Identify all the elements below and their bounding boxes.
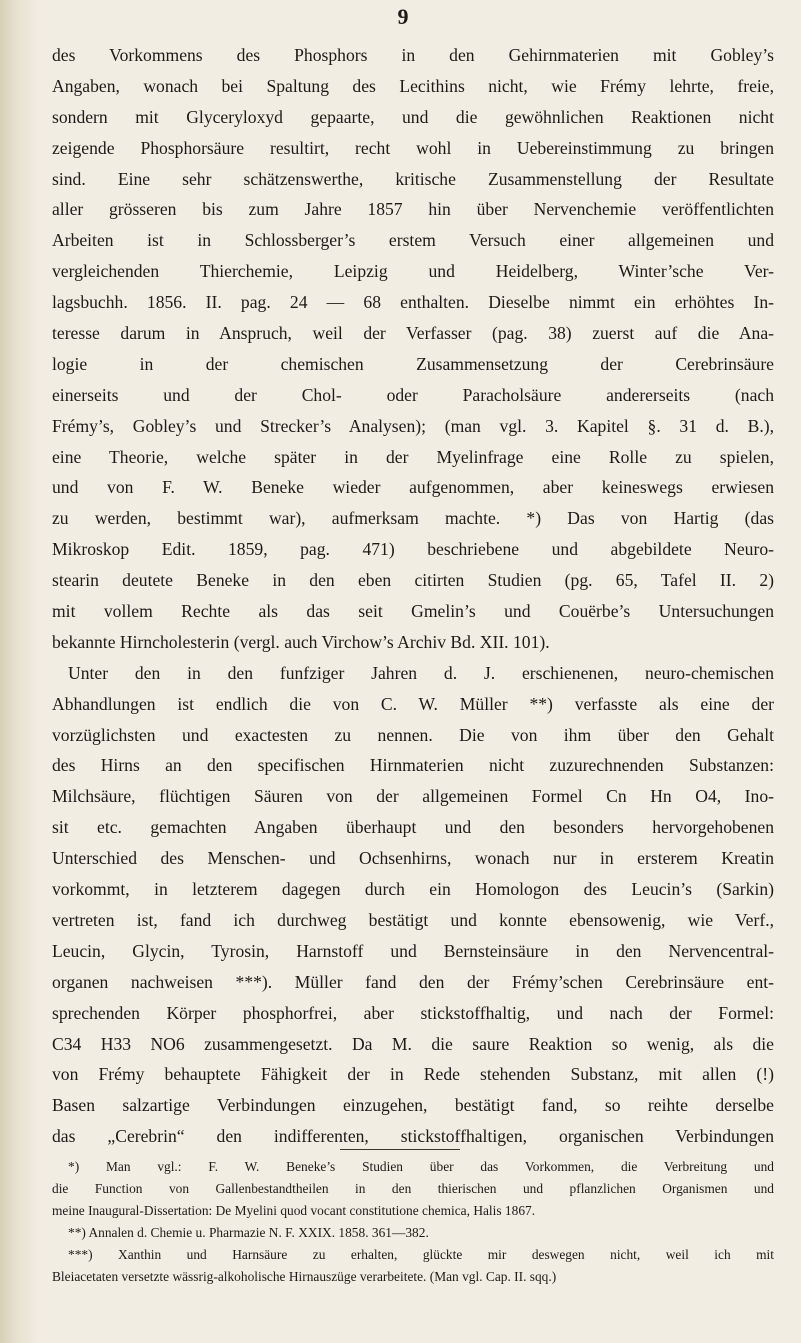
footnote-line: meine Inaugural-Dissertation: De Myelini quod vocant constitutione chemica, Halis 1867.: [52, 1203, 536, 1218]
text-line: organen nachweisen ***). Müller fand den der Frémy’schen Cerebrinsäure ent-: [52, 971, 774, 992]
text-line: stearin deutete Beneke in den eben citirten Studien (pg. 65, Tafel II. 2): [52, 570, 774, 591]
text-line: teresse darum in Anspruch, weil der Verfasser (pag. 38) zuerst auf die Ana-: [52, 323, 774, 344]
text-line: sprechenden Körper phosphorfrei, aber stickstoffhaltig, und nach der Formel:: [52, 1002, 774, 1023]
text-line: Arbeiten ist in Schlossberger’s erstem Versuch einer allgemeinen und: [52, 230, 774, 251]
footnote-line: die Function von Gallenbestandtheilen in den thierischen und pflanzlichen Organismen und: [52, 1181, 774, 1196]
text-line: von Frémy behauptete Fähigkeit der in Rede stehenden Substanz, mit allen (!): [52, 1064, 774, 1085]
text-line: Milchsäure, flüchtigen Säuren von der allgemeinen Formel Cn Hn O4, Ino-: [52, 786, 774, 807]
text-line: zu werden, bestimmt war), aufmerksam machte. *) Das von Hartig (das: [52, 508, 774, 529]
footnote-line: Bleiacetaten versetzte wässrig-alkoholische Hirnauszüge verarbeitete. (Man vgl. Cap. II. sqq.): [52, 1269, 557, 1284]
footnote-line: **) Annalen d. Chemie u. Pharmazie N. F. XXIX. 1858. 361—382.: [68, 1225, 429, 1240]
body-text: [52, 40, 774, 1152]
text-line: Angaben, wonach bei Spaltung des Lecithins nicht, wie Frémy lehrte, freie,: [52, 75, 774, 96]
text-line: zeigende Phosphorsäure resultirt, recht wohl in Uebereinstimmung zu bringen: [52, 137, 774, 158]
text-line: mit vollem Rechte als das seit Gmelin’s und Couërbe’s Untersuchungen: [52, 601, 774, 622]
text-line: Unter den in den funfziger Jahren d. J. erschienenen, neuro-chemischen: [68, 662, 774, 683]
text-line: Frémy’s, Gobley’s und Strecker’s Analysen); (man vgl. 3. Kapitel §. 31 d. B.),: [52, 415, 774, 436]
text-line: vorkommt, in letzterem dagegen durch ein Homologon des Leucin’s (Sarkin): [52, 879, 774, 900]
text-line: Mikroskop Edit. 1859, pag. 471) beschriebene und abgebildete Neuro-: [52, 539, 774, 560]
text-line: und von F. W. Beneke wieder aufgenommen, aber keineswegs erwiesen: [52, 477, 774, 498]
text-line: einerseits und der Chol- oder Paracholsäure andererseits (nach: [52, 384, 774, 405]
text-line: vertreten ist, fand ich durchweg bestätigt und konnte ebensowenig, wie Verf.,: [52, 909, 774, 930]
text-line: C34 H33 NO6 zusammengesetzt. Da M. die saure Reaktion so wenig, als die: [52, 1033, 774, 1054]
page-number: 9: [397, 4, 409, 29]
footnote-rule: [340, 1149, 460, 1150]
text-line: Unterschied des Menschen- und Ochsenhirns, wonach nur in ersterem Kreatin: [52, 848, 774, 869]
binding-shadow: [0, 0, 40, 1343]
text-line: sit etc. gemachten Angaben überhaupt und den besonders hervorgehobenen: [52, 817, 774, 838]
text-line: des Vorkommens des Phosphors in den Gehirnmaterien mit Gobley’s: [52, 45, 774, 65]
footnotes: [52, 1156, 774, 1288]
text-line: vergleichenden Thierchemie, Leipzig und Heidelberg, Winter’sche Ver-: [52, 261, 774, 282]
text-line: sondern mit Glyceryloxyd gepaarte, und die gewöhnlichen Reaktionen nicht: [52, 106, 774, 127]
text-line: eine Theorie, welche später in der Myelinfrage eine Rolle zu spielen,: [52, 446, 774, 467]
text-line: Leucin, Glycin, Tyrosin, Harnstoff und Bernsteinsäure in den Nervencentral-: [52, 940, 774, 961]
text-line: aller grösseren bis zum Jahre 1857 hin über Nervenchemie veröffentlichten: [52, 199, 774, 220]
text-line: logie in der chemischen Zusammensetzung der Cerebrinsäure: [52, 353, 774, 374]
text-line: vorzüglichsten und exactesten zu nennen. Die von ihm über den Gehalt: [52, 724, 774, 745]
text-line: lagsbuchh. 1856. II. pag. 24 — 68 enthalten. Dieselbe nimmt ein erhöhtes In-: [52, 292, 774, 313]
text-line: Basen salzartige Verbindungen einzugehen, bestätigt fand, so reihte derselbe: [52, 1095, 774, 1116]
text-line: Abhandlungen ist endlich die von C. W. Müller **) verfasste als eine der: [52, 693, 774, 714]
text-line: das „Cerebrin“ den indifferenten, stickstoffhaltigen, organischen Verbindungen: [52, 1126, 774, 1147]
footnote-line: ***) Xanthin und Harnsäure zu erhalten, glückte mir deswegen nicht, weil ich mit: [68, 1247, 774, 1262]
text-line: des Hirns an den specifischen Hirnmaterien nicht zuzurechnenden Substanzen:: [52, 755, 774, 776]
footnote-line: *) Man vgl.: F. W. Beneke’s Studien über das Vorkommen, die Verbreitung und: [68, 1159, 774, 1174]
text-line: sind. Eine sehr schätzenswerthe, kritische Zusammenstellung der Resultate: [52, 168, 774, 189]
text-line: bekannte Hirncholesterin (vergl. auch Virchow’s Archiv Bd. XII. 101).: [52, 631, 550, 652]
